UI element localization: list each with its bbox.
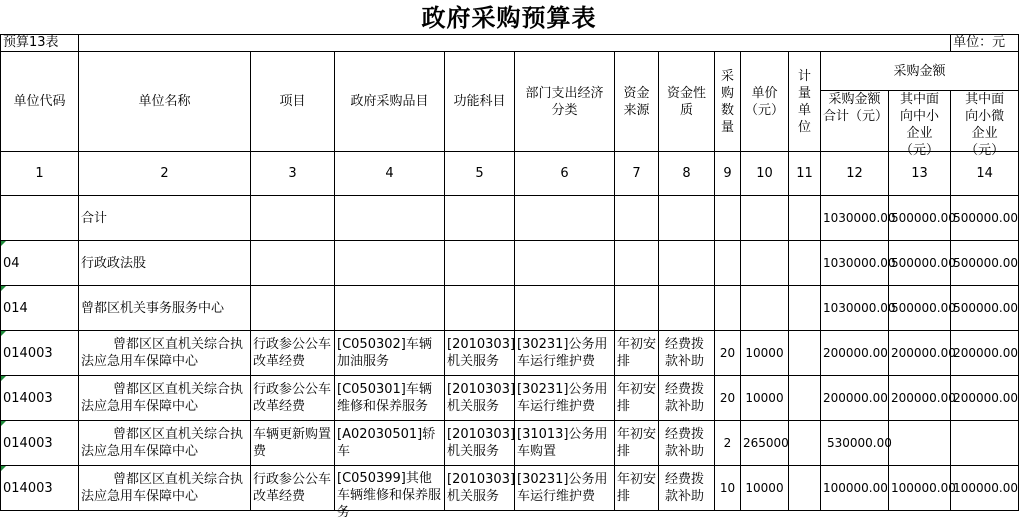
cell-econ: [31013]公务用车购置	[515, 421, 615, 466]
cell-nature: 经费拨款补助	[659, 331, 715, 376]
form-info-blank	[79, 34, 951, 52]
header-func-subject: 功能科目	[445, 52, 515, 152]
cell-price	[741, 286, 789, 331]
cell-measure	[789, 196, 821, 241]
cell-measure	[789, 376, 821, 421]
cell-func	[445, 196, 515, 241]
cell-amount-sme	[889, 421, 951, 466]
cell-func: [2010303]机关服务	[445, 376, 515, 421]
cell-nature	[659, 286, 715, 331]
col-no: 5	[445, 152, 515, 196]
cell-source	[615, 196, 659, 241]
cell-nature	[659, 241, 715, 286]
cell-econ: [30231]公务用车运行维护费	[515, 466, 615, 511]
col-no: 13	[889, 152, 951, 196]
cell-qty	[715, 286, 741, 331]
cell-amount-total: 100000.00	[821, 466, 889, 511]
cell-amount-sme: 100000.00	[889, 466, 951, 511]
cell-measure	[789, 466, 821, 511]
form-info-row	[1, 34, 1019, 52]
cell-gov-item	[335, 241, 445, 286]
cell-price	[741, 241, 789, 286]
table-row-unit	[1, 286, 1019, 331]
cell-unit-name: 行政政法股	[79, 241, 251, 286]
table-row-item	[1, 331, 1019, 376]
unit-label: 单位：元	[951, 34, 1019, 52]
cell-func: [2010303]机关服务	[445, 466, 515, 511]
header-qty: 采购数量	[715, 52, 741, 152]
cell-price: 265000	[741, 421, 789, 466]
cell-amount-micro: 500000.00	[951, 241, 1019, 286]
cell-func: [2010303]机关服务	[445, 331, 515, 376]
cell-amount-micro: 200000.00	[951, 331, 1019, 376]
cell-unit-name: 曾都区区直机关综合执法应急用车保障中心	[79, 331, 251, 376]
cell-unit-name: 曾都区区直机关综合执法应急用车保障中心	[79, 376, 251, 421]
cell-amount-sme: 500000.00	[889, 196, 951, 241]
table-row-item	[1, 466, 1019, 511]
header-amount-sme: 其中面向中小企业（元）	[889, 91, 951, 152]
cell-amount-total: 1030000.00	[821, 241, 889, 286]
col-no: 7	[615, 152, 659, 196]
header-unit-price: 单价（元）	[741, 52, 789, 152]
col-no: 3	[251, 152, 335, 196]
cell-measure	[789, 421, 821, 466]
cell-project: 车辆更新购置费	[251, 421, 335, 466]
cell-func	[445, 241, 515, 286]
col-no: 4	[335, 152, 445, 196]
cell-unit-name: 合计	[79, 196, 251, 241]
cell-amount-total: 530000.00	[821, 421, 889, 466]
header-unit-code: 单位代码	[1, 52, 79, 152]
header-amount-micro: 其中面向小微企业（元）	[951, 91, 1019, 152]
cell-func	[445, 286, 515, 331]
cell-amount-micro: 200000.00	[951, 376, 1019, 421]
cell-nature	[659, 196, 715, 241]
cell-unit-code: 014003	[1, 331, 79, 376]
cell-unit-name: 曾都区机关事务服务中心	[79, 286, 251, 331]
cell-nature: 经费拨款补助	[659, 421, 715, 466]
cell-econ	[515, 196, 615, 241]
cell-price	[741, 196, 789, 241]
cell-amount-sme: 200000.00	[889, 331, 951, 376]
header-unit-name: 单位名称	[79, 52, 251, 152]
cell-measure	[789, 286, 821, 331]
cell-econ	[515, 241, 615, 286]
header-amount-total: 采购金额合计（元）	[821, 91, 889, 152]
cell-qty: 20	[715, 331, 741, 376]
col-no: 12	[821, 152, 889, 196]
cell-qty: 2	[715, 421, 741, 466]
cell-source: 年初安排	[615, 466, 659, 511]
cell-qty	[715, 196, 741, 241]
col-no: 14	[951, 152, 1019, 196]
header-fund-nature: 资金性质	[659, 52, 715, 152]
table-row-dept	[1, 241, 1019, 286]
form-number: 预算13表	[1, 34, 79, 52]
cell-project	[251, 286, 335, 331]
cell-amount-sme: 500000.00	[889, 241, 951, 286]
cell-amount-total: 1030000.00	[821, 196, 889, 241]
cell-amount-micro: 100000.00	[951, 466, 1019, 511]
budget-table	[0, 34, 1019, 520]
cell-econ	[515, 286, 615, 331]
cell-unit-name: 曾都区区直机关综合执法应急用车保障中心	[79, 466, 251, 511]
cell-source: 年初安排	[615, 376, 659, 421]
header-fund-source: 资金来源	[615, 52, 659, 152]
col-no: 6	[515, 152, 615, 196]
table-row-item	[1, 376, 1019, 421]
cell-gov-item: [A02030501]轿车	[335, 421, 445, 466]
table-row-total	[1, 196, 1019, 241]
col-no: 10	[741, 152, 789, 196]
cell-unit-code: 014003	[1, 421, 79, 466]
cell-measure	[789, 241, 821, 286]
cell-amount-micro: 500000.00	[951, 286, 1019, 331]
header-econ-class: 部门支出经济分类	[515, 52, 615, 152]
cell-unit-code: 04	[1, 241, 79, 286]
cell-price: 10000	[741, 331, 789, 376]
cell-project	[251, 241, 335, 286]
cell-unit-code: 014003	[1, 376, 79, 421]
sheet-title: 政府采购预算表	[421, 3, 597, 32]
cell-econ: [30231]公务用车运行维护费	[515, 331, 615, 376]
cell-project: 行政参公公车改革经费	[251, 376, 335, 421]
cell-project: 行政参公公车改革经费	[251, 331, 335, 376]
cell-amount-sme: 500000.00	[889, 286, 951, 331]
column-number-row	[1, 152, 1019, 196]
table-row-item	[1, 421, 1019, 466]
cell-unit-code: 014	[1, 286, 79, 331]
header-row-1	[1, 52, 1019, 91]
cell-unit-name: 曾都区区直机关综合执法应急用车保障中心	[79, 421, 251, 466]
header-gov-item: 政府采购品目	[335, 52, 445, 152]
cell-project: 行政参公公车改革经费	[251, 466, 335, 511]
cell-source: 年初安排	[615, 331, 659, 376]
cell-amount-micro	[951, 421, 1019, 466]
cell-source	[615, 286, 659, 331]
cell-unit-code: 014003	[1, 466, 79, 511]
cell-project	[251, 196, 335, 241]
col-no: 8	[659, 152, 715, 196]
cell-gov-item	[335, 196, 445, 241]
cell-price: 10000	[741, 466, 789, 511]
col-no: 1	[1, 152, 79, 196]
cell-measure	[789, 331, 821, 376]
cell-source: 年初安排	[615, 421, 659, 466]
cell-source	[615, 241, 659, 286]
cell-amount-sme: 200000.00	[889, 376, 951, 421]
cell-qty: 20	[715, 376, 741, 421]
cell-nature: 经费拨款补助	[659, 376, 715, 421]
cell-amount-total: 200000.00	[821, 331, 889, 376]
cell-amount-total: 200000.00	[821, 376, 889, 421]
col-no: 9	[715, 152, 741, 196]
col-no: 11	[789, 152, 821, 196]
cell-gov-item	[335, 286, 445, 331]
col-no: 2	[79, 152, 251, 196]
cell-qty	[715, 241, 741, 286]
cell-econ: [30231]公务用车运行维护费	[515, 376, 615, 421]
cell-amount-micro: 500000.00	[951, 196, 1019, 241]
cell-gov-item: [C050302]车辆加油服务	[335, 331, 445, 376]
cell-gov-item: [C050399]其他车辆维修和保养服务	[335, 466, 445, 511]
cell-price: 10000	[741, 376, 789, 421]
header-amount-group: 采购金额	[821, 52, 1019, 91]
header-measure-unit: 计量单位	[789, 52, 821, 152]
cell-func: [2010303]机关服务	[445, 421, 515, 466]
cell-amount-total: 1030000.00	[821, 286, 889, 331]
cell-gov-item: [C050301]车辆维修和保养服务	[335, 376, 445, 421]
cell-unit-code	[1, 196, 79, 241]
header-project: 项目	[251, 52, 335, 152]
cell-qty: 10	[715, 466, 741, 511]
cell-nature: 经费拨款补助	[659, 466, 715, 511]
